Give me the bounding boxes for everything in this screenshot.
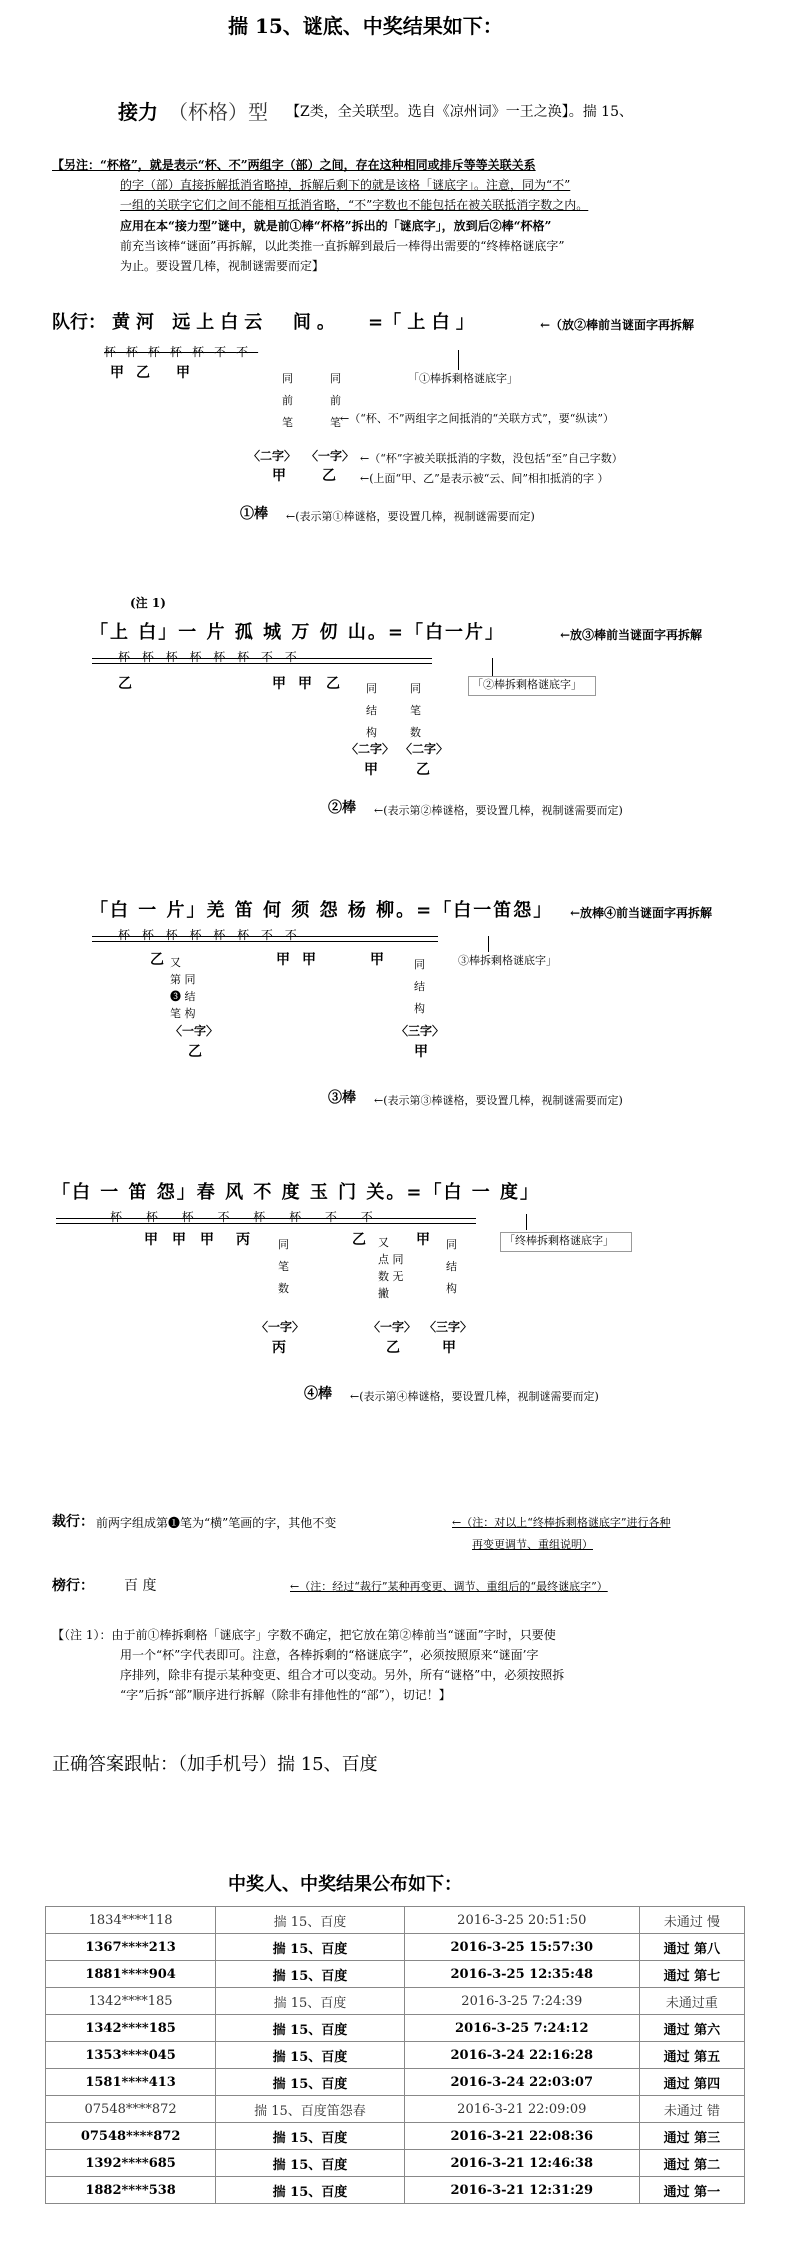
relay4-col-2: 又 点 同 数 无 撇 [378, 1236, 404, 1300]
relay3-rem-1: 乙 [150, 952, 164, 968]
relay2-cups: 杯 杯 杯 杯 杯 杯 不 不 [118, 650, 301, 664]
relay1-col-1: 同 前 笔 [282, 372, 293, 429]
time-cell: 2016-3-21 22:08:36 [404, 2123, 639, 2150]
note-line-3: 一组的关联字它们之间不能相互抵消省略，“不”字数也不能包括在被关联抵消字数之内。 [120, 198, 589, 212]
relay2-r2: 乙 [416, 762, 430, 778]
relay1-cups: 杯杯杯杯杯不不 [104, 345, 259, 359]
relay1-r1: 甲 [272, 468, 286, 484]
relay4-arrow [526, 1214, 527, 1230]
table-row [46, 2015, 745, 2042]
relay2-col-1: 同 结 构 [366, 682, 377, 739]
relay2-r1: 甲 [364, 762, 378, 778]
time-cell: 2016-3-21 12:31:29 [404, 2177, 639, 2204]
time-cell: 2016-3-21 22:09:09 [404, 2096, 639, 2123]
cai-label: 裁行： [52, 1514, 94, 1530]
relay2-rem-4: 乙 [326, 676, 340, 692]
relay3-rem-4: 甲 [370, 952, 384, 968]
time-cell: 2016-3-25 15:57:30 [404, 1934, 639, 1961]
status-cell: 未通过 错 [639, 2096, 744, 2123]
subtype-label: （杯格）型 [168, 100, 268, 124]
table-row [46, 1961, 745, 1988]
relay3-bang-note: ←(表示第③棒谜格，要设置几棒，视制谜需要而定) [374, 1094, 623, 1107]
answer-cell: 揣 15、百度 [216, 2150, 405, 2177]
relay4-w1: 〈一字〉 [256, 1320, 305, 1334]
table-row [46, 2123, 745, 2150]
relay4-box-label: 「终棒拆剩格谜底字」 [504, 1234, 614, 1247]
relay1-w1: 〈二字〉 [248, 449, 297, 463]
page-title: 揣 15、谜底、中奖结果如下： [228, 14, 503, 38]
phone-cell: 07548****872 [46, 2096, 216, 2123]
time-cell: 2016-3-25 20:51:50 [404, 1907, 639, 1934]
phone-cell: 1581****413 [46, 2069, 216, 2096]
answer-cell: 揣 15、百度 [216, 1988, 405, 2015]
time-cell: 2016-3-24 22:16:28 [404, 2042, 639, 2069]
relay1-note-a: ←（“杯、不”两组字之间抵消的“关联方式”，要“纵读”） [340, 412, 614, 425]
relay3-rem-2: 甲 [276, 952, 290, 968]
relay1-result: =「 上 白 」 [368, 312, 474, 333]
relay4-r3: 甲 [442, 1340, 456, 1356]
time-cell: 2016-3-25 12:35:48 [404, 1961, 639, 1988]
table-row [46, 2177, 745, 2204]
table-row [46, 1907, 745, 1934]
relay2-note: (注 1) [130, 596, 166, 610]
time-cell: 2016-3-21 12:46:38 [404, 2150, 639, 2177]
note-line-1: 【另注：“杯格”，就是表示“杯、不”两组字（部）之间，存在这种相同或排斥等等关联关系 [52, 158, 536, 172]
relay4-rem-6: 甲 [416, 1232, 430, 1248]
relay2-w1: 〈二字〉 [346, 742, 395, 756]
phone-cell: 1881****904 [46, 1961, 216, 1988]
type-label: 接力 [118, 100, 158, 124]
phone-cell: 1882****538 [46, 2177, 216, 2204]
results-table [45, 1906, 745, 2204]
status-cell: 通过 第一 [639, 2177, 744, 2204]
relay4-rem-2: 甲 [172, 1232, 186, 1248]
relay4-col-1: 同 笔 数 [278, 1238, 289, 1295]
status-cell: 未通过重 [639, 1988, 744, 2015]
bang-text: 百 度 [124, 1578, 157, 1594]
relay1-note-b: ←（“杯”字被关联抵消的字数，没包括“至”自己字数） [360, 452, 623, 465]
relay4-text: 「白 一 笛 怨」春 风 不 度 玉 门 关。=「白 一 度」 [52, 1182, 541, 1203]
status-cell: 通过 第八 [639, 1934, 744, 1961]
relay1-col-2: 同 前 笔 [330, 372, 341, 429]
answer-cell: 揣 15、百度 [216, 1961, 405, 1988]
relay1-bang-note: ←(表示第①棒谜格，要设置几棒，视制谜需要而定) [286, 510, 535, 523]
answer-cell: 揣 15、百度 [216, 2042, 405, 2069]
relay3-r2: 甲 [414, 1044, 428, 1060]
relay4-col-3: 同 结 构 [446, 1238, 457, 1295]
status-cell: 通过 第三 [639, 2123, 744, 2150]
status-cell: 通过 第五 [639, 2042, 744, 2069]
cai-note-2: 再变更调节、重组说明） [472, 1538, 593, 1551]
relay2-rem-1: 乙 [118, 676, 132, 692]
relay1-rem-3: 甲 [176, 365, 190, 381]
relay4-bang-note: ←(表示第④棒谜格，要设置几棒，视制谜需要而定) [350, 1390, 599, 1403]
relay4-r1: 丙 [272, 1340, 286, 1356]
phone-cell: 07548****872 [46, 2123, 216, 2150]
relay3-w1: 〈一字〉 [170, 1024, 219, 1038]
phone-cell: 1392****685 [46, 2150, 216, 2177]
answer-cell: 揣 15、百度 [216, 2177, 405, 2204]
relay4-cups: 杯 杯 杯 不 杯 杯 不 不 [110, 1210, 383, 1224]
answer-cell: 揣 15、百度笛怨春 [216, 2096, 405, 2123]
relay3-bang: ③棒 [328, 1090, 356, 1106]
answer-cell: 揣 15、百度 [216, 1934, 405, 1961]
relay2-rem-3: 甲 [298, 676, 312, 692]
relay1-w2: 〈一字〉 [306, 449, 355, 463]
relay4-bang: ④棒 [304, 1386, 332, 1402]
phone-cell: 1834****118 [46, 1907, 216, 1934]
relay2-col-2: 同 笔 数 [410, 682, 421, 739]
table-row [46, 2096, 745, 2123]
relay3-col-a: 又 第 同 ❸ 结 笔 构 [170, 956, 196, 1020]
answer-cell: 揣 15、百度 [216, 1907, 405, 1934]
note-line-4: 应用在本“接力型”谜中，就是前①棒“杯格”拆出的「谜底字」，放到后②棒“杯格” [120, 219, 552, 233]
relay2-box-label: 「②棒拆剩格谜底字」 [472, 678, 582, 691]
relay4-r2: 乙 [386, 1340, 400, 1356]
relay1-rem-2: 乙 [136, 365, 150, 381]
relay2-bang: ②棒 [328, 800, 356, 816]
relay4-rem-4: 丙 [236, 1232, 250, 1248]
relay2-text: 「上 白」一 片 孤 城 万 仞 山。=「白一片」 [90, 622, 505, 643]
time-cell: 2016-3-24 22:03:07 [404, 2069, 639, 2096]
relay3-rem-3: 甲 [302, 952, 316, 968]
table-row [46, 1988, 745, 2015]
relay1-rem-1: 甲 [110, 365, 124, 381]
status-cell: 未通过 慢 [639, 1907, 744, 1934]
relay4-rem-1: 甲 [144, 1232, 158, 1248]
relay4-w3: 〈三字〉 [424, 1320, 473, 1334]
answer-cell: 揣 15、百度 [216, 2123, 405, 2150]
relay1-poem: 黄河 远上白云 间。 [112, 312, 341, 333]
phone-cell: 1342****185 [46, 1988, 216, 2015]
relay4-rem-3: 甲 [200, 1232, 214, 1248]
footnote-line-4: “字”后拆“部”顺序进行拆解（除非有排他性的“部”），切记！】 [120, 1688, 451, 1702]
bang-note: ←（注：经过“裁行”某种再变更、调节、重组后的“最终谜底字”） [290, 1580, 608, 1593]
results-title: 中奖人、中奖结果公布如下： [228, 1874, 462, 1895]
note-line-2: 的字（部）直接拆解抵消省略掉，拆解后剩下的就是该格「谜底字」。注意，同为“不” [120, 178, 571, 192]
time-cell: 2016-3-25 7:24:12 [404, 2015, 639, 2042]
relay3-text: 「白 一 片」羌 笛 何 须 怨 杨 柳。=「白一笛怨」 [90, 900, 554, 921]
relay1-note-c: ←(上面“甲、乙”是表示被“云、间”相扣抵消的字 ） [360, 472, 609, 485]
footnote-line-2: 用一个“杯”字代表即可。注意，各棒拆剩的“格谜底字”，必须按照原来“谜面’字 [120, 1648, 539, 1662]
relay2-rem-2: 甲 [272, 676, 286, 692]
relay3-box-label: ③棒拆剩格谜底字」 [458, 954, 557, 967]
relay1-box-label: 「①棒拆剩格谜底字」 [408, 372, 518, 385]
header-meta: 【Z类，全关联型。选自《凉州词》一王之涣】。揣 15、 [286, 104, 633, 120]
table-row [46, 2042, 745, 2069]
phone-cell: 1342****185 [46, 2015, 216, 2042]
answer-cell: 揣 15、百度 [216, 2069, 405, 2096]
answer-line: 正确答案跟帖：（加手机号）揣 15、百度 [52, 1754, 378, 1775]
relay3-arrow [488, 936, 489, 952]
relay1-side-note: ←（放②棒前当谜面字再拆解 [540, 318, 695, 332]
phone-cell: 1353****045 [46, 2042, 216, 2069]
table-row [46, 1934, 745, 1961]
time-cell: 2016-3-25 7:24:39 [404, 1988, 639, 2015]
relay3-side-note: ←放棒④前当谜面字再拆解 [570, 906, 713, 920]
phone-cell: 1367****213 [46, 1934, 216, 1961]
relay4-rem-5: 乙 [352, 1232, 366, 1248]
relay1-r2: 乙 [322, 468, 336, 484]
table-row [46, 2069, 745, 2096]
relay3-cups: 杯 杯 杯 杯 杯 杯 不 不 [118, 928, 301, 942]
footnote-line-1: 【（注 1）：由于前①棒拆剩格「谜底字」字数不确定，把它放在第②棒前当“谜面”字时，只要使 [52, 1628, 556, 1642]
footnote-line-3: 序排列，除非有提示某种变更、组合才可以变动。另外，所有“谜格”中，必须按照拆 [120, 1668, 565, 1682]
relay4-w2: 〈一字〉 [368, 1320, 417, 1334]
relay1-label: 队行： [52, 312, 106, 333]
cai-note-1: ←（注：对以上“终棒拆剩格谜底字”进行各种 [452, 1516, 671, 1529]
status-cell: 通过 第四 [639, 2069, 744, 2096]
status-cell: 通过 第二 [639, 2150, 744, 2177]
bang-label: 榜行： [52, 1578, 94, 1594]
relay3-col-b: 同 结 构 [414, 958, 425, 1015]
table-row [46, 2150, 745, 2177]
relay1-bang: ①棒 [240, 506, 268, 522]
status-cell: 通过 第六 [639, 2015, 744, 2042]
relay3-w2: 〈三字〉 [396, 1024, 445, 1038]
note-line-6: 为止。要设置几棒，视制谜需要而定】 [120, 259, 325, 273]
relay2-w2: 〈二字〉 [400, 742, 449, 756]
relay2-side-note: ←放③棒前当谜面字再拆解 [560, 628, 703, 642]
relay2-bang-note: ←(表示第②棒谜格，要设置几棒，视制谜需要而定) [374, 804, 623, 817]
relay2-arrow [492, 658, 493, 676]
relay1-arrow [458, 350, 459, 370]
cai-text: 前两字组成第❶笔为“横”笔画的字，其他不变 [96, 1516, 337, 1530]
answer-cell: 揣 15、百度 [216, 2015, 405, 2042]
note-line-5: 前充当该棒“谜面”再拆解，以此类推一直拆解到最后一棒得出需要的“终棒格谜底字” [120, 239, 565, 253]
status-cell: 通过 第七 [639, 1961, 744, 1988]
relay3-r1: 乙 [188, 1044, 202, 1060]
